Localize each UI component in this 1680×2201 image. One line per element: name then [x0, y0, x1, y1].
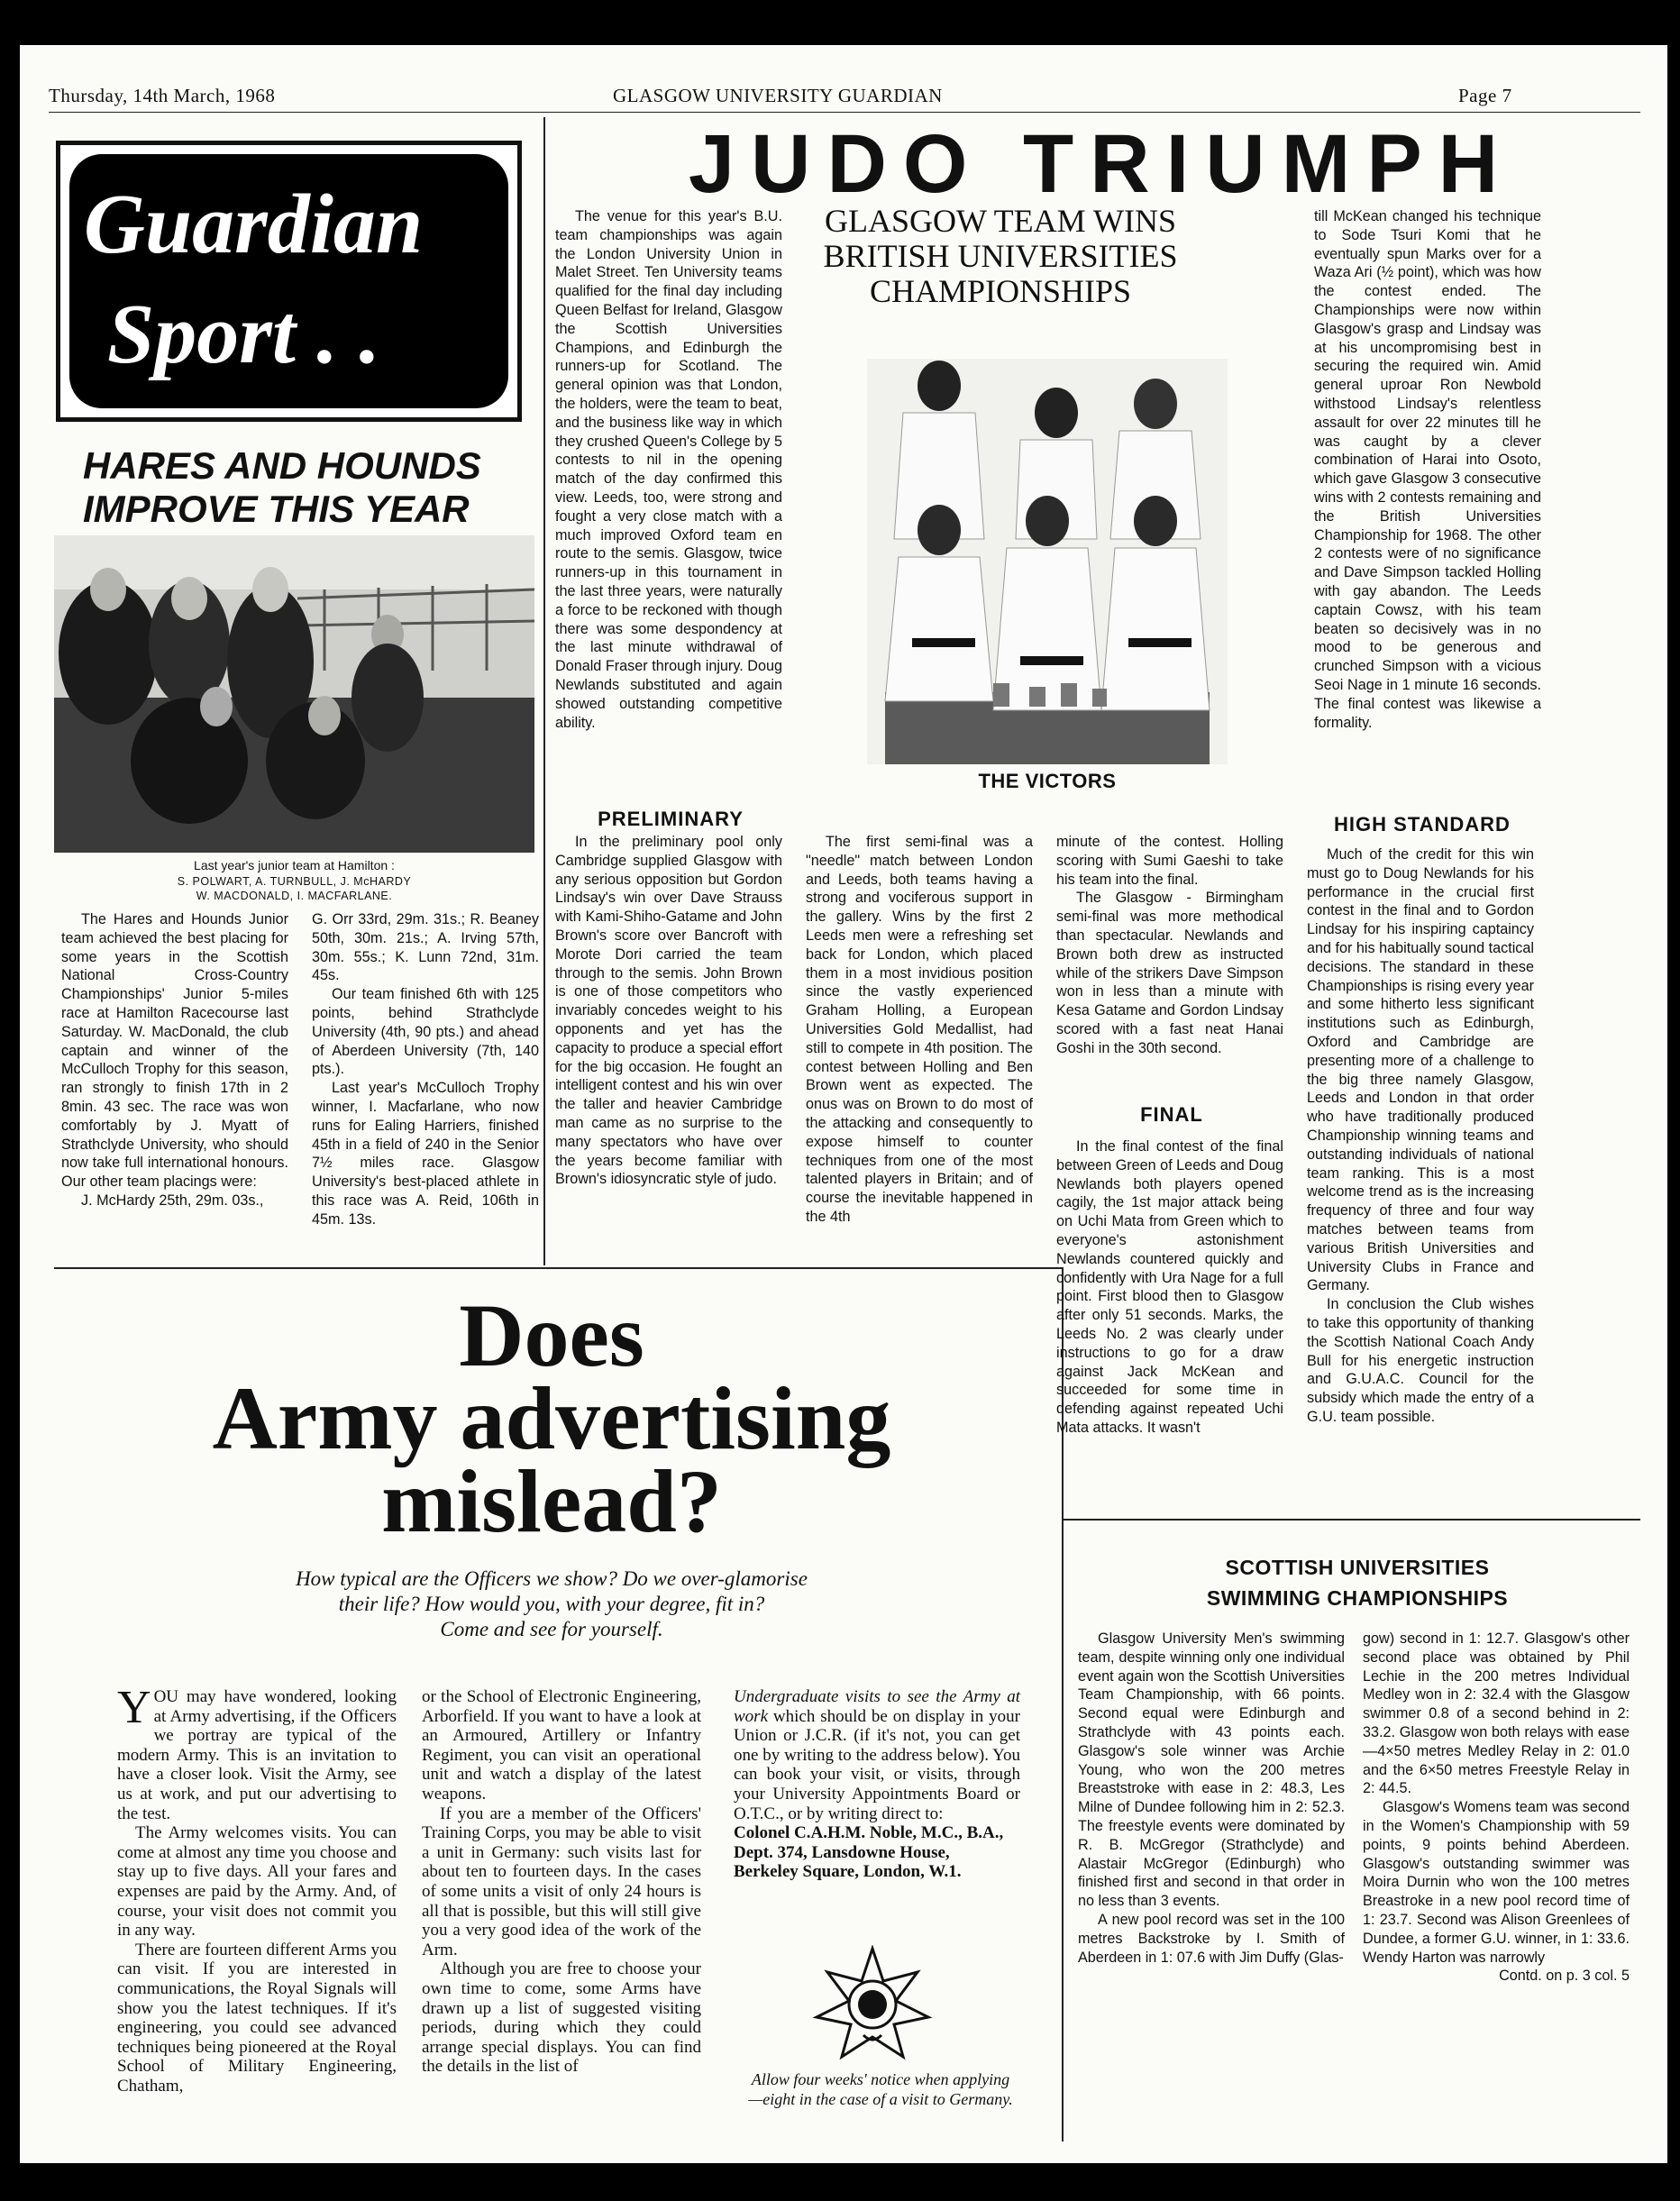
ad-paragraph-6: Although you are free to choose your own time to come, some Arms have drawn up a list of suggested visiting periods, during which they could arrange special displays. You can find the details in the list of	[422, 1959, 701, 2077]
conclusion-text: In conclusion the Club wishes to take this opportunity of thanking the Scottish National Coach Andy Bull for his energetic instruction and G.U.A.C. Council for the subsidy which made the entry of a G.U. team possible.	[1307, 1296, 1534, 1425]
ad-subhead-1: How typical are the Officers we show? Do we over-glamorise	[296, 1567, 808, 1590]
swimming-paragraph-4: Glasgow's Womens team was second in the Women's Championship with 59 points, 9 points behind Aberdeen. Glasgow's outstanding swimmer was Moira Durnin who won the 100 metres Breastroke in a new pool record time of 1: 23.7. Second was Alison Greenlees of Dundee, a former G.U. winner, in 1: 33.6. Wendy Harton was narrowly	[1363, 1799, 1630, 1966]
hares-paragraph-3: G. Orr 33rd, 29m. 31s.; R. Beaney 50th, 30m. 21s.; A. Irving 57th, 30m. 55s.; K. Lunn 72nd, 31m. 45s.	[312, 911, 539, 984]
ad-column-3	[734, 1687, 1020, 1882]
hares-caption-2: S. POLWART, A. TURNBULL, J. McHARDY	[177, 875, 412, 888]
swimming-paragraph-3: gow) second in 1: 12.7. Glasgow's other second place was obtained by Phil Lechie in the 200 metres Individual Medley won in 2: 32.4 with the Glasgow swimmer 0.8 of a second behind in 2: 33.2. Glasgow won both relays with ease—4×50 metres Medley Relay in 2: 01.0 and the 6×50 metres Freestyle Relay in 2: 44.5.	[1363, 1630, 1630, 1797]
preliminary-column	[555, 833, 782, 1189]
swim-rule	[1064, 1519, 1640, 1521]
judo-subhead	[811, 204, 1190, 309]
ad-paragraph-5: If you are a member of the Officers' Training Corps, you may be able to visit a unit in Germany: such visits last for about ten to fourteen days. In the cases of some units a visit of only 24 hours is all that is possible, but this will still give you a very good idea of the work of the Arm.	[422, 1804, 701, 1959]
birmingham-column	[1056, 833, 1283, 1058]
birmingham-text: The Glasgow - Birmingham semi-final was more methodical than spectacular. Newlands and Brown both drew as instructed while of the strikers Dave Simpson won in less than a minute with Kesa Gatame and Gordon Lindsay scored with a fast neat Hanai Goshi in the 30th second.	[1056, 890, 1283, 1056]
swimming-column-1	[1078, 1630, 1345, 1967]
ad-subhead	[56, 1566, 1047, 1642]
team-photo-image	[54, 535, 534, 853]
preliminary-text: In the preliminary pool only Cambridge supplied Glasgow with any serious opposition but Gordon Lindsay's win over Dave Strauss with Kami-Shiho-Gatame and John Brown's score over Bancroft with Morote Dori carried the team through to the semis. John Brown is one of those competitors who invariably concedes weight to his opponents and yet has the capacity to produce a special effort for the big occasion. He fought an intelligent contest and his win over the taller and heavier Cambridge man came as no surprise to the many spectators who have over the years become familiar with Brown's idiosyncratic style of judo.	[555, 834, 782, 1188]
swimming-heading	[1069, 1552, 1646, 1613]
ad-paragraph-3: There are fourteen different Arms you can visit. If you are interested in communications, the Royal Signals will show you the latest techniques. If it's engineering, you could see advanced techniques being pioneered at the Royal School of Military Engineering, Chatham,	[117, 1940, 397, 2096]
ad-headline-1: Does	[459, 1285, 644, 1385]
final-heading: FINAL	[1140, 1103, 1203, 1126]
judo-subhead-2: BRITISH UNIVERSITIES	[823, 238, 1178, 274]
newspaper-title: GLASGOW UNIVERSITY GUARDIAN	[613, 85, 943, 106]
hares-team-photo	[54, 535, 534, 853]
swimming-heading-2: SWIMMING CHAMPIONSHIPS	[1206, 1586, 1509, 1610]
ad-address-3: Berkeley Square, London, W.1.	[734, 1862, 962, 1882]
hares-paragraph-4: Our team finished 6th with 125 points, behind Strathclyde University (4th, 90 pts.) and ahead of Aberdeen University (7th, 140 pts.).	[312, 986, 539, 1078]
judo-right-column	[1314, 207, 1541, 732]
hares-paragraph-2: J. McHardy 25th, 29m. 03s.,	[81, 1192, 264, 1209]
ad-subhead-3: Come and see for yourself.	[440, 1618, 663, 1640]
masthead-line-1: Guardian	[84, 178, 424, 271]
high-standard-text: Much of the credit for this win must go to Doug Newlands for his performance in the crucial first contest in the final and to Gordon Lindsay for his inspiring captaincy and for his habitually sound tactical decisions. The standard in these Championships is rising every year and some hitherto less significant institutions such as Edinburgh, Oxford and Cambridge are presenting more of a challenge to the big three namely Glasgow, Leeds and London in that order who have traditionally produced Championship winning teams and outstanding individuals of national team ranking. This is a most welcome trend as is the increasing frequency of three and four way matches between teams from various British Universities and University Clubs in France and Germany.	[1307, 846, 1534, 1294]
ad-address-2: Dept. 374, Lansdowne House,	[734, 1842, 950, 1862]
judo-subhead-3: CHAMPIONSHIPS	[869, 273, 1132, 309]
hares-caption-3: W. MACDONALD, I. MACFARLANE.	[196, 890, 393, 902]
swimming-heading-1: SCOTTISH UNIVERSITIES	[1225, 1556, 1490, 1579]
swimming-column-2	[1363, 1630, 1630, 1986]
minute-text: minute of the contest. Holling scoring with Sumi Gaeshi to take his team into the final.	[1056, 834, 1283, 888]
ad-headline	[56, 1285, 1047, 1551]
hares-paragraph-5: Last year's McCulloch Trophy winner, I. Macfarlane, who now runs for Ealing Harriers, finished 45th in a field of 240 in the Senior 7½ miles race. Glasgow University's best-placed athlete in this race was A. Reid, 106th in 45m. 13s.	[312, 1080, 539, 1228]
swimming-paragraph-2: A new pool record was set in the 100 metres Backstroke by I. Smith of Aberdeen in 1: 07.6 with Jim Duffy (Glas-	[1078, 1911, 1345, 1966]
hares-paragraph-1: The Hares and Hounds Junior team achieved the best placing for some years in the Scottish National Cross-Country Championships' Junior 5-miles race at Hamilton Racecourse last Saturday. W. MacDonald, the club captain and winner of the McCulloch Trophy for this season, ran strongly to finish 17th in 2 8min. 43 sec. The race was won comfortably by J. Myatt of Strathclyde University, who should now take full international honours. Our other team placings were:	[61, 911, 288, 1191]
army-badge-icon	[809, 1945, 936, 2062]
hares-column-2	[312, 910, 539, 1229]
hares-caption-1: Last year's junior team at Hamilton :	[194, 858, 395, 872]
sport-masthead	[56, 141, 522, 422]
ad-subhead-2: their life? How would you, with your degree, fit in?	[338, 1593, 765, 1615]
ad-italic-title: Undergraduate visits to see the Army at work	[734, 1687, 1020, 1726]
header-rule	[49, 112, 1640, 113]
ad-notice-1: Allow four weeks' notice when applying	[751, 2070, 1010, 2088]
continued-note: Contd. on p. 3 col. 5	[1499, 1968, 1630, 1985]
hares-headline-2: IMPROVE THIS YEAR	[83, 488, 470, 530]
ad-drop-cap: Y	[117, 1682, 151, 1733]
victors-photo-image	[867, 359, 1228, 764]
issue-date: Thursday, 14th March, 1968	[49, 85, 276, 106]
page-number: Page 7	[1458, 85, 1512, 106]
semi-final-column	[806, 833, 1033, 1227]
ad-headline-3: mislead?	[381, 1451, 722, 1551]
ad-paragraph-2: The Army welcomes visits. You can come at almost any time you choose and stay up to five days. All your fares and expenses are paid by the Army. And, of course, your visit does not commit you in any way.	[117, 1823, 397, 1941]
semi-final-text: The first semi-final was a "needle" match between London and Leeds, both teams having a strong and vociferous support in the gallery. Wins by the first 2 Leeds men were a refreshing set back for London, which placed them in a most invidious position since the vastly experienced Graham Holling, a European Universities Gold Medallist, had still to compete in 4th position. The contest between Holling and Ben Brown went as expected. The onus was on Brown to do most of the attacking and consequently to expose himself to counter techniques from one of the most talented players in Britain; and of course the inevitable happened in the 4th	[806, 834, 1033, 1225]
ad-notice-2: —eight in the case of a visit to Germany.	[748, 2090, 1013, 2108]
judo-team-photo	[867, 359, 1228, 764]
ad-address-1: Colonel C.A.H.M. Noble, M.C., B.A.,	[734, 1823, 1004, 1843]
ad-notice	[732, 2069, 1029, 2109]
judo-headline: JUDO TRIUMPH	[688, 118, 1515, 210]
final-text: In the final contest of the final between Green of Leeds and Doug Newlands both players opened cagily, the 1st major attack being on Uchi Mata from Green which to everyone's astonishment Newlands countered quickly and confidently with Ura Nage for a full point. First blood then to Glasgow after only 51 seconds. Marks, the Leeds No. 2 was clearly under instructions to go for a draw against Jack McKean and succeeded for some time in defending against repeated Uchi Mata attacks. It wasn't	[1056, 1138, 1283, 1436]
ad-paragraph-1: OU may have wondered, looking at Army advertising, if the Officers we portray are typical of the modern Army. This is an invitation to have a closer look. Visit the Army, see us at work, and put our advertising to the test.	[117, 1687, 397, 1823]
ad-column-2	[422, 1687, 701, 2077]
hares-column-1	[61, 910, 288, 1210]
final-column	[1056, 1137, 1283, 1438]
ad-paragraph-4: or the School of Electronic Engineering, Arborfield. If you want to have a look at an Armoured, Artillery or Infantry Regiment, you can visit an operational unit and watch a display of the latest weapons.	[422, 1687, 701, 1804]
section-rule	[54, 1267, 1062, 1269]
high-standard-column	[1307, 845, 1534, 1427]
high-standard-heading: HIGH STANDARD	[1334, 813, 1511, 836]
judo-subhead-1: GLASGOW TEAM WINS	[824, 203, 1176, 239]
masthead-line-2: Sport . .	[107, 288, 380, 381]
judo-photo-caption: THE VICTORS	[978, 770, 1117, 792]
ad-column-1	[117, 1682, 397, 2096]
swimming-paragraph-1: Glasgow University Men's swimming team, despite winning only one individual event again won the Scottish Universities Team Championship, with 66 points. Second equal were Edinburgh and Strathclyde with 43 points each. Glasgow's sole winner was Archie Young, who won the 200 metres Breaststroke with ease in 2: 48.3, Les Milne of Dundee following him in 2: 52.3. The freestyle events were dominated by R. B. McGregor (Strathclyde) and Alastair McGregor (Edinburgh) who finished first and second in that order in no less than 3 events.	[1078, 1630, 1345, 1910]
ad-paragraph-7: which should be on display in your Union or J.C.R. (if it's not, you can get one by writing to the address below). You can book your visit, or visits, through your University Appointments Board or O.T.C., or by writing direct to:	[734, 1706, 1020, 1823]
newspaper-page	[20, 45, 1667, 2163]
preliminary-heading: PRELIMINARY	[598, 808, 744, 830]
judo-intro-column	[555, 207, 782, 732]
column-rule	[543, 117, 545, 1265]
judo-intro: The venue for this year's B.U. team championships was again the London University Union in Malet Street. Ten University teams qualified for the final day including Queen Belfast for Ireland, Glasgow the Scottish Universities Champions, and Edinburgh the runners-up for Scotland. The general opinion was that London, the holders, were the team to beat, and the business like way in which they crushed Queen's College by 5 contests to nil in the opening match of the day confirmed this view. Leeds, too, were strong and fought a very close match with a much improved Oxford team en route to the semis. Glasgow, twice runners-up in this tournament in the last three years, were naturally a force to be reckoned with though there was some despondency at the last minute withdrawal of Donald Fraser through injury. Doug Newlands substituted and again showed outstanding competitive ability.	[555, 208, 782, 731]
judo-right-top: till McKean changed his technique to Sode Tsuri Komi that he eventually spun Marks over for a Waza Ari (½ point), which was how the contest ended. The Championships were now within Glasgow's grasp and Lindsay was at his uncompromising best in securing the required win. Amid general uproar Ron Newbold withstood Lindsay's relentless assault for over 22 minutes till he was caught by a clever combination of Harai into Osoto, which gave Glasgow 3 consecutive wins with 2 contests remaining and the British Universities Championship for 1968. The other 2 contests were of no significance and Dave Simpson tackled Holling with gay abandon. The Leeds captain Cowsz, with his team beaten so decisively was in no mood to be generous and crunched Simpson with a vicious Seoi Nage in 1 minute 16 seconds. The final contest was likewise a formality.	[1314, 208, 1541, 731]
ad-headline-2: Army advertising	[212, 1368, 891, 1468]
hares-headline-1: HARES AND HOUNDS	[83, 444, 481, 487]
